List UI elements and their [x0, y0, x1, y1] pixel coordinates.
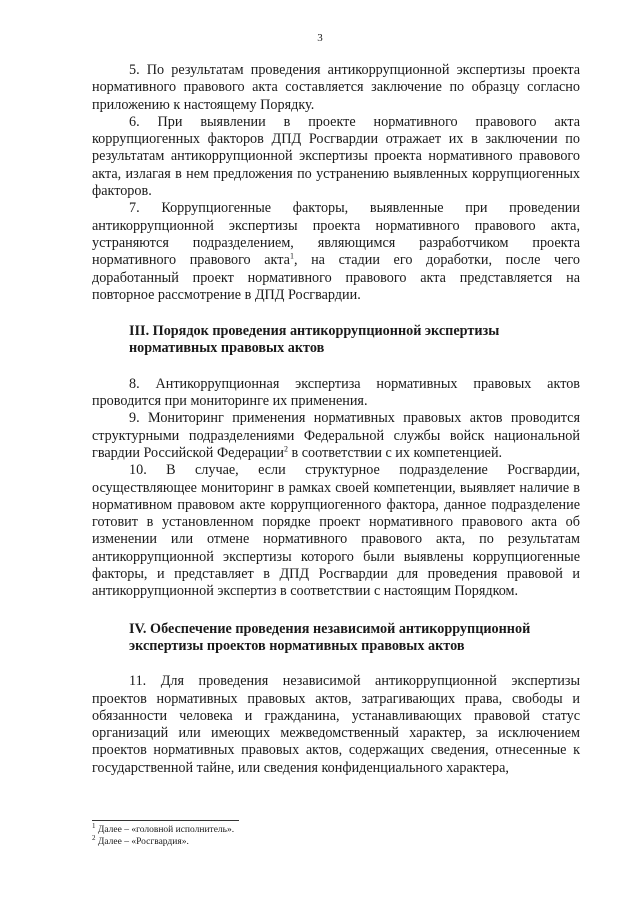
paragraph-5: 5. По результатам проведения антикоррупционной экспертизы проекта нормативного правового акта составляется заключение по образцу согласно приложению к настоящему Порядку.	[92, 62, 580, 113]
footnote-2-mark: 2	[92, 833, 96, 842]
paragraph-9-part-a: 9. Мониторинг применения нормативных правовых актов проводится структурными подразделениями Федеральной службы войск национальной гвардии Российской Федерации	[92, 410, 580, 461]
footnote-2-text: Далее – «Росгвардия».	[95, 837, 189, 847]
section-3-heading-line-1: III. Порядок проведения антикоррупционной экспертизы	[129, 323, 500, 340]
paragraph-6: 6. При выявлении в проекте нормативного правового акта коррупциогенных факторов ДПД Росгвардии отражает их в заключении по результатам антикоррупционной экспертизы проекта нормативного правового акта, излагая в нем предложения по устранению выявленных коррупциогенных факторов.	[92, 113, 580, 200]
paragraph-7-part-a: 7. Коррупциогенные факторы, выявленные при проведении антикоррупционной экспертизы проекта нормативного правового акта, устраняются подразделением, являющимся разработчиком проекта нормативного правового акта	[92, 200, 580, 269]
footnote-1-text: Далее – «головной исполнитель».	[95, 825, 235, 835]
paragraph-7	[92, 200, 580, 304]
paragraph-8: 8. Антикоррупционная экспертиза нормативных правовых актов проводится при мониторинге их применения.	[92, 375, 580, 410]
paragraph-9-part-b: в соответствии с их компетенцией.	[287, 444, 503, 461]
section-4-heading-line-1: IV. Обеспечение проведения независимой антикоррупционной	[129, 620, 531, 637]
document-body	[92, 62, 580, 777]
footnote-divider	[92, 820, 239, 821]
footnote-2	[92, 833, 580, 848]
footnote-ref-2: 2	[283, 444, 288, 454]
section-4-heading-line-2: экспертизы проектов нормативных правовых актов	[129, 637, 465, 654]
section-3-heading	[129, 323, 580, 358]
paragraph-11: 11. Для проведения независимой антикоррупционной экспертизы проектов нормативных правовых актов, затрагивающих права, свободы и обязанности человека и гражданина, устанавливающих правовой статус организаций или имеющих межведомственный характер, за исключением проектов нормативных правовых актов, содержащих сведения, отнесенные к государственной тайне, или сведения конфиденциального характера,	[92, 673, 580, 776]
paragraph-10: 10. В случае, если структурное подразделение Росгвардии, осуществляющее мониторинг в рамках своей компетенции, выявляет наличие в нормативном правовом акте коррупциогенного фактора, данное подразделение готовит в установленном порядке проект нормативного правового акта об изменении или отмене нормативного правового акта, по результатам антикоррупционной экспертизы которого были выявлены коррупциогенные факторы, и представляет в ДПД Росгвардии для проведения правовой и антикоррупционной экспертиз в соответствии с настоящим Порядком.	[92, 462, 580, 600]
page-number: 3	[317, 32, 323, 44]
footnote-ref-1: 1	[289, 251, 294, 261]
footnote-1-mark: 1	[92, 821, 96, 830]
footnote-1	[92, 821, 580, 836]
paragraph-9	[92, 410, 580, 462]
paragraph-7-part-b: , на стадии его доработки, после чего доработанный проект нормативного правового акта представляется на повторное рассмотрение в ДПД Росгвардии.	[92, 252, 580, 303]
section-3-heading-line-2: нормативных правовых актов	[129, 340, 325, 357]
footnotes	[92, 821, 580, 848]
section-4-heading	[129, 621, 580, 656]
